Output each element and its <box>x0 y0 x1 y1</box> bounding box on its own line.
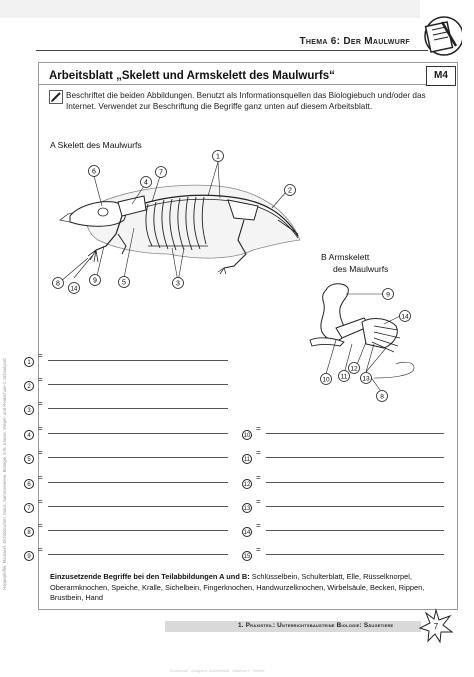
equals-sign: = <box>38 497 43 506</box>
terms-list: Schlüsselbein, Schulterblatt, Elle, Rüsselknorpel, Oberarmknochen, Speiche, Kralle, Sichelbein, Fingerknochen, Handwurzelknochen, Wirbelsäule, Becken, Rippen, Brustbein, Hand <box>50 572 425 602</box>
equals-sign: = <box>38 351 43 360</box>
answer-line-12[interactable] <box>266 482 444 483</box>
answer-row-4 <box>24 424 234 439</box>
title-divider <box>38 84 456 85</box>
answer-line-10[interactable] <box>266 433 444 434</box>
terms-box <box>50 572 426 604</box>
notebook-pencil-icon <box>414 14 462 58</box>
answer-number: 11 <box>242 454 252 464</box>
figure-a-marker: 14 <box>70 286 78 293</box>
answer-number: 13 <box>242 503 252 513</box>
mole-skeleton-figure <box>48 150 308 300</box>
answer-row-1 <box>24 351 234 366</box>
bottom-note: Download · Ausgabe: Arbeitsblatt · Maulwurf · Skelett <box>170 668 265 673</box>
answer-row-2 <box>24 375 234 390</box>
answer-line-5[interactable] <box>48 457 228 458</box>
answer-row-7 <box>24 497 234 512</box>
figure-a-marker: 8 <box>56 280 60 288</box>
answer-line-3[interactable] <box>48 408 228 409</box>
equals-sign: = <box>256 473 261 482</box>
theme-underline <box>36 50 428 51</box>
material-badge: M4 <box>426 66 456 86</box>
worksheet-title: Arbeitsblatt „Skelett und Armskelett des Maulwurfs“ <box>49 70 335 82</box>
answer-number: 4 <box>24 430 34 440</box>
figure-a-marker: 1 <box>216 153 220 161</box>
figure-b-marker: 12 <box>350 365 358 373</box>
answer-row-10 <box>242 424 448 439</box>
answer-number: 10 <box>242 430 252 440</box>
equals-sign: = <box>38 399 43 408</box>
answer-number: 5 <box>24 454 34 464</box>
figure-a-marker: 5 <box>122 279 126 287</box>
figure-a-marker: 3 <box>176 280 180 288</box>
answer-number: 6 <box>24 479 34 489</box>
instruction-text: Beschriftet die beiden Abbildungen. Benutzt als Informationsquellen das Biologiebuch und/oder das Internet. Verwendet zur Beschriftung die Begriffe ganz unten auf diesem Arbeitsblatt. <box>66 91 426 111</box>
figure-a-marker: 2 <box>288 187 292 195</box>
answer-number: 2 <box>24 381 34 391</box>
section-a-heading <box>50 140 142 150</box>
page-number: 7 <box>433 622 439 631</box>
figure-b-marker: 8 <box>380 393 384 401</box>
answer-line-11[interactable] <box>266 457 444 458</box>
answer-number: 14 <box>242 527 252 537</box>
answer-line-6[interactable] <box>48 482 228 483</box>
section-b-title-line-1: Armskelett <box>328 252 370 262</box>
equals-sign: = <box>256 521 261 530</box>
answer-row-9 <box>24 545 234 560</box>
answer-row-15 <box>242 545 448 560</box>
figure-b-marker: 9 <box>386 291 390 299</box>
answer-row-14 <box>242 521 448 536</box>
equals-sign: = <box>38 375 43 384</box>
section-b-heading <box>321 252 369 262</box>
equals-sign: = <box>256 424 261 433</box>
section-b-title-line-2: des Maulwurfs <box>333 264 389 274</box>
figure-a-marker: 4 <box>144 179 148 187</box>
figure-b-marker: 14 <box>401 313 409 321</box>
section-a-title: Skelett des Maulwurfs <box>57 140 142 150</box>
answer-line-9[interactable] <box>48 554 228 555</box>
figure-a-marker: 9 <box>93 277 97 285</box>
section-a-label: A <box>50 140 56 150</box>
page-number-star <box>418 608 454 644</box>
equals-sign: = <box>256 545 261 554</box>
equals-sign: = <box>256 497 261 506</box>
equals-sign: = <box>256 448 261 457</box>
equals-sign: = <box>38 448 43 457</box>
answer-row-11 <box>242 448 448 463</box>
section-b-label: B <box>321 252 327 262</box>
answer-number: 12 <box>242 479 252 489</box>
answer-line-13[interactable] <box>266 506 444 507</box>
answer-number: 9 <box>24 551 34 561</box>
answer-line-7[interactable] <box>48 506 228 507</box>
answer-line-14[interactable] <box>266 530 444 531</box>
answer-row-13 <box>242 497 448 512</box>
equals-sign: = <box>38 521 43 530</box>
side-copyright: Hoppepfeffel, Maulwurf, Eichhörnchen, Maus, Sommerwiese, Biologie, 5./6. Klasse, Wegel- und Realschule © Schoolyard <box>2 358 7 590</box>
figure-b-marker: 11 <box>340 373 348 381</box>
equals-sign: = <box>38 424 43 433</box>
answer-row-6 <box>24 473 234 488</box>
answer-number: 15 <box>242 551 252 561</box>
answer-row-8 <box>24 521 234 536</box>
figure-a-marker: 7 <box>159 169 163 177</box>
answer-number: 3 <box>24 405 34 415</box>
footer-section-label: 1. Praxisteil: Unterrichtsbausteine Biologie: Säugetiere <box>238 622 394 629</box>
top-band <box>0 0 420 18</box>
answer-line-15[interactable] <box>266 554 444 555</box>
answer-line-4[interactable] <box>48 433 228 434</box>
figure-a-marker: 6 <box>92 168 96 176</box>
terms-heading: Einzusetzende Begriffe bei den Teilabbildungen A und B: <box>50 572 250 581</box>
figure-b-marker: 10 <box>322 376 330 384</box>
theme-title: Thema 6: Der Maulwurf <box>299 36 410 47</box>
arm-skeleton-figure <box>300 278 426 406</box>
answer-number: 1 <box>24 357 34 367</box>
equals-sign: = <box>38 545 43 554</box>
equals-sign: = <box>38 473 43 482</box>
answer-line-1[interactable] <box>48 360 228 361</box>
answer-line-2[interactable] <box>48 384 228 385</box>
answer-row-12 <box>242 473 448 488</box>
answer-row-5 <box>24 448 234 463</box>
answer-row-3 <box>24 399 234 414</box>
pencil-icon <box>49 90 63 104</box>
answer-number: 8 <box>24 527 34 537</box>
answer-number: 7 <box>24 503 34 513</box>
answer-line-8[interactable] <box>48 530 228 531</box>
figure-b-marker: 13 <box>362 375 370 383</box>
